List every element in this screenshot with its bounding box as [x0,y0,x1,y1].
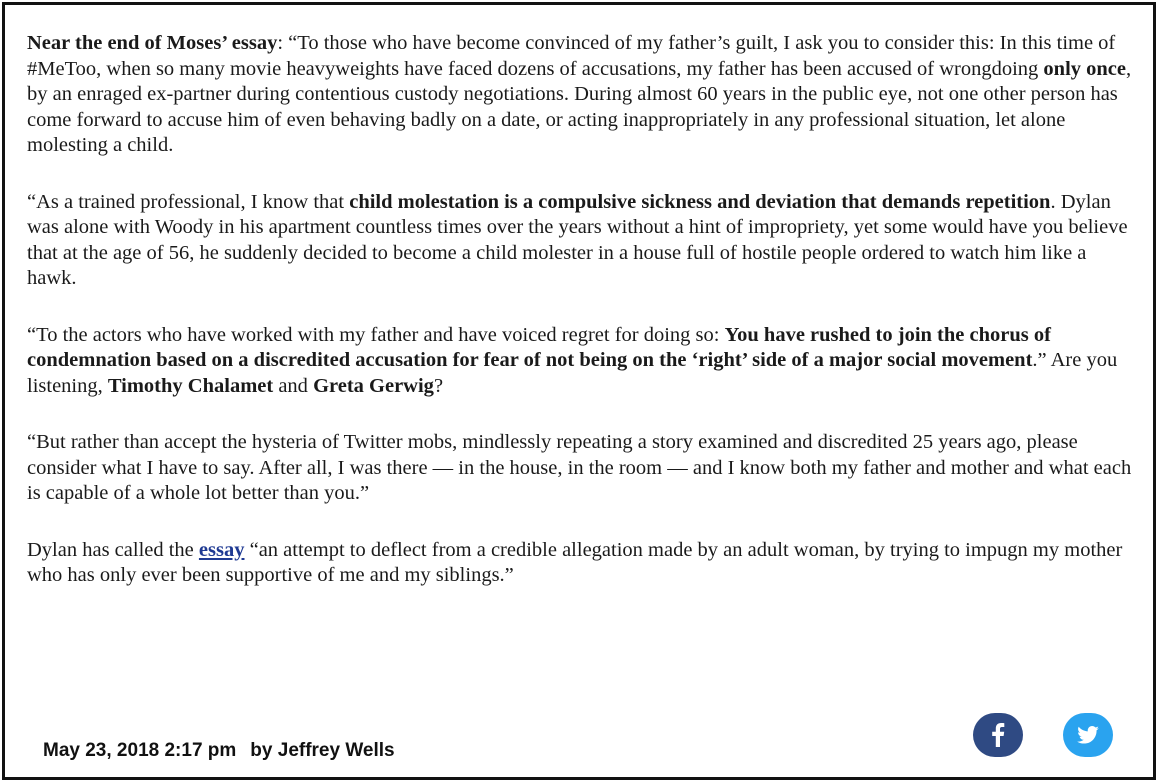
paragraph-3-text-c: and [273,374,314,397]
twitter-share-button[interactable] [1063,713,1113,757]
paragraph-5-text-b: “an attempt to deflect from a credible allegation made by an adult woman, by trying to impugn my mother who has only ever been supportive of me and my siblings.” [27,538,1123,586]
paragraph-2-text-a: “As a trained professional, I know that [27,190,350,213]
paragraph-3-text-d: ? [433,374,444,397]
article-frame [2,2,1156,780]
twitter-bird-icon [1077,726,1099,744]
paragraph-5-text-a: Dylan has called the [27,538,199,561]
paragraph-2 [27,190,1137,292]
paragraph-2-emphasis: child molestation is a compulsive sickness and deviation that demands repetition [349,190,1051,213]
paragraph-1-text-b: , by an enraged ex-partner during contentious custody negotiations. During almost 60 years in the public eye, not one other person has come forward to accuse him of even behaving badly on a date, or acting inappropriately in any professional situation, let alone molesting a child. [27,57,1132,156]
post-author: by Jeffrey Wells [250,740,395,761]
paragraph-2-text-b: . Dylan was alone with Woody in his apartment countless times over the years without a hint of impropriety, yet some would have you believe that at the age of 56, he suddenly decided to become a child molester in a house full of hostile people ordered to watch him like a hawk. [27,190,1128,289]
paragraph-3-name-1: Timothy Chalamet [107,374,274,397]
paragraph-1-text-a: : “To those who have become convinced of my father’s guilt, I ask you to consider this: In this time of #MeToo, when so many movie heavyweights have faced dozens of accusations, my father has been accused of wrongdoing [27,32,1116,80]
facebook-f-icon [991,723,1005,747]
facebook-share-button[interactable] [973,713,1023,757]
paragraph-3 [27,323,1137,400]
paragraph-3-emphasis: You have rushed to join the chorus of condemnation based on a discredited accusation for fear of not being on the ‘right’ side of a major social movement [27,323,1051,371]
paragraph-1-lead: Near the end of Moses’ essay [27,32,278,54]
paragraph-4 [27,430,1137,507]
paragraph-3-text-a: “To the actors who have worked with my father and have voiced regret for doing so: [27,323,725,346]
post-date: May 23, 2018 2:17 pm [43,740,237,761]
paragraph-4-text: “But rather than accept the hysteria of Twitter mobs, mindlessly repeating a story examined and discredited 25 years ago, please consider what I have to say. After all, I was there — in the house, in the room — and I know both my father and mother and what each is capable of a whole lot better than you.” [27,431,1132,504]
essay-link[interactable]: essay [198,538,245,561]
paragraph-3-text-b: .” Are you listening, [27,349,1118,397]
paragraph-5 [27,538,1137,589]
paragraph-1 [27,31,1137,159]
article-body [27,31,1137,620]
post-meta [43,740,395,762]
paragraph-1-emphasis: only once [1043,57,1126,80]
paragraph-3-name-2: Greta Gerwig [313,374,434,397]
